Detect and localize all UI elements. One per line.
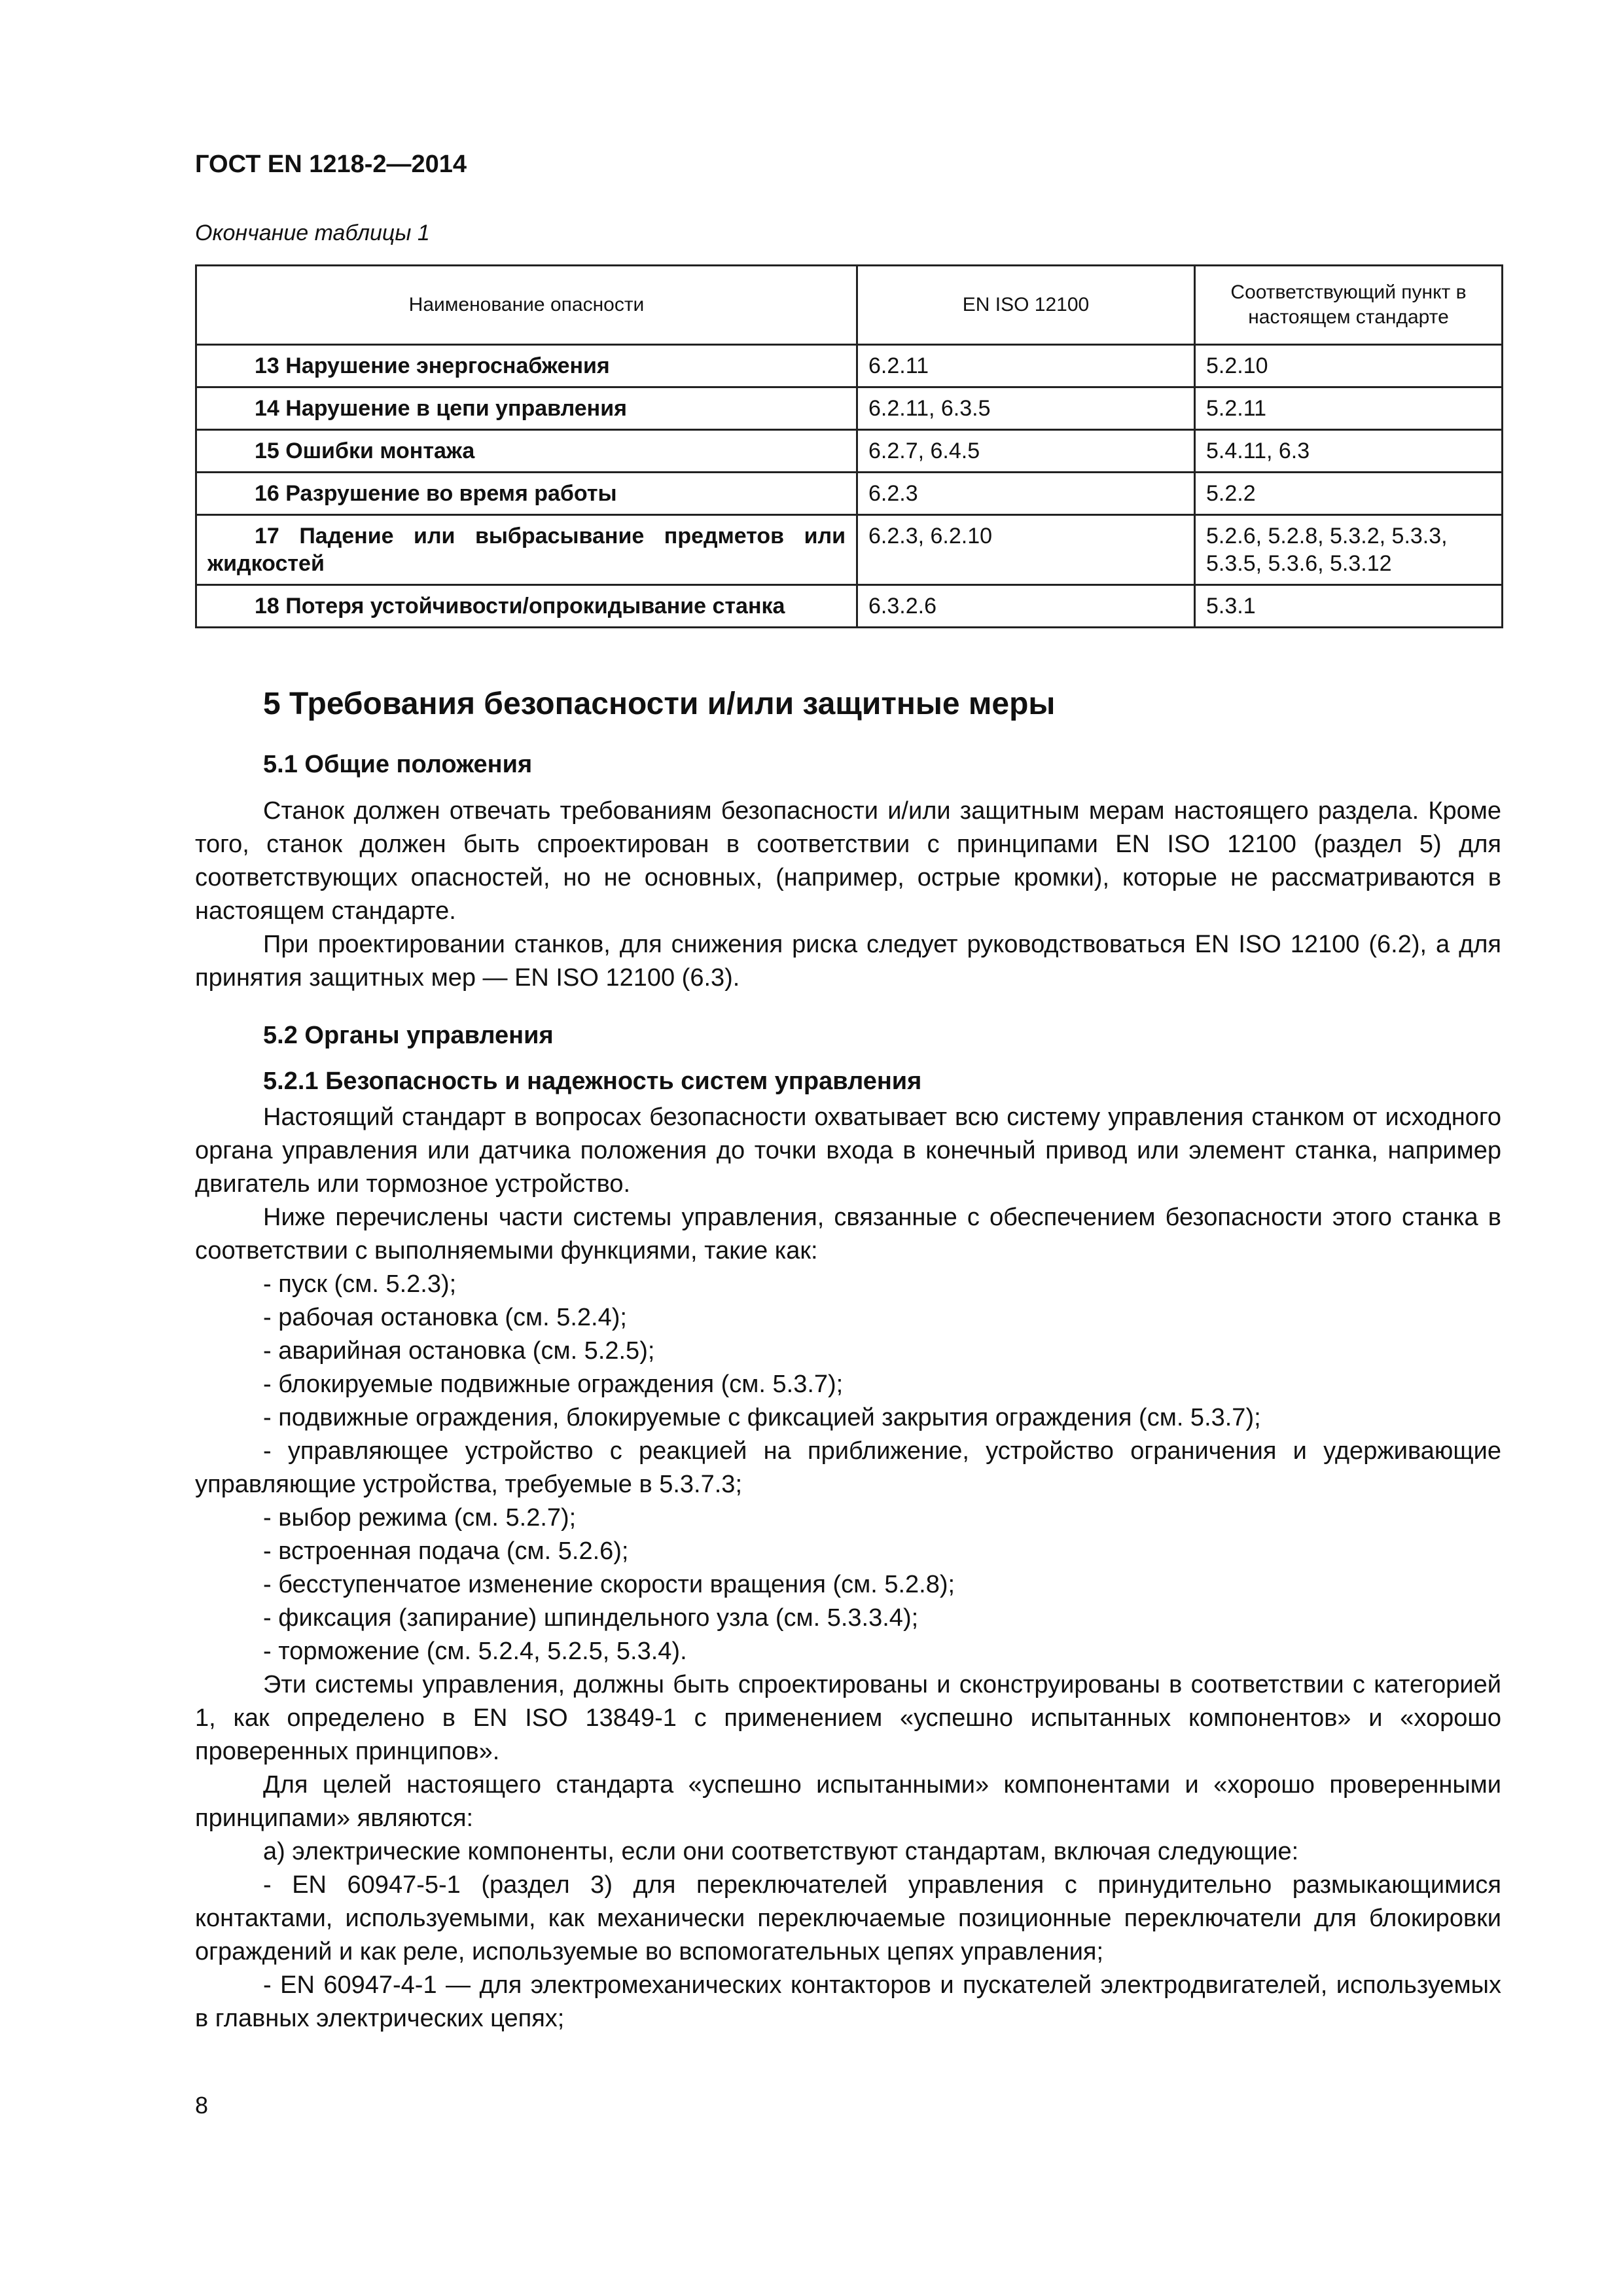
table-row — [196, 515, 1503, 585]
list-item: - подвижные ограждения, блокируемые с фиксацией закрытия ограждения (см. 5.3.7); — [263, 1404, 1261, 1431]
paragraph: - EN 60947-4-1 — для электромеханических контакторов и пускателей электродвигателей, используемых в главных электрических цепях; — [195, 1971, 1501, 2032]
paragraph: Эти системы управления, должны быть спроектированы и сконструированы в соответствии с категорией 1, как определено в EN ISO 13849-1 с применением «успешно испытанных компонентов» и «хорошо проверенных принципов». — [195, 1671, 1501, 1765]
document-page — [195, 149, 1501, 2036]
table-row — [196, 345, 1503, 387]
clause-reference: 5.2.6, 5.2.8, 5.3.2, 5.3.3, 5.3.5, 5.3.6, 5.3.12 — [1195, 515, 1503, 585]
table-row — [196, 585, 1503, 628]
paragraph: Настоящий стандарт в вопросах безопасности охватывает всю систему управления станком от исходного органа управления или датчика положения до точки входа в конечный привод или элемент станка, например двигатель или тормозное устройство. — [195, 1103, 1501, 1198]
section-5-1-title: 5.1 Общие положения — [263, 751, 533, 778]
list-item: - рабочая остановка (см. 5.2.4); — [263, 1304, 627, 1331]
table-row — [196, 430, 1503, 473]
hazard-name: 16 Разрушение во время работы — [196, 473, 857, 515]
clause-reference: 5.4.11, 6.3 — [1195, 430, 1503, 473]
paragraph: - EN 60947-5-1 (раздел 3) для переключателей управления с принудительно размыкающимися контактами, используемыми, как механически переключаемые позиционные переключатели для блокировки ограждений и как реле, используемые во вспомогательных цепях управления; — [195, 1871, 1501, 1965]
list-item: - встроенная подача (см. 5.2.6); — [263, 1537, 629, 1565]
hazard-name: 14 Нарушение в цепи управления — [196, 387, 857, 430]
hazard-name: 18 Потеря устойчивости/опрокидывание станка — [196, 585, 857, 628]
iso-reference: 6.2.3 — [857, 473, 1195, 515]
hazard-name: 15 Ошибки монтажа — [196, 430, 857, 473]
table-row — [196, 473, 1503, 515]
iso-reference: 6.3.2.6 — [857, 585, 1195, 628]
table-caption: Окончание таблицы 1 — [195, 221, 430, 245]
paragraph: Станок должен отвечать требованиям безопасности и/или защитным мерам настоящего раздела. Кроме того, станок должен быть спроектирован в соответствии с принципами EN ISO 12100 (раздел 5) для соответствующих опасностей, но не основных, (например, острые кромки), которые не рассматриваются в настоящем стандарте. — [195, 797, 1501, 925]
section-5-2-title: 5.2 Органы управления — [263, 1022, 554, 1049]
list-item: - блокируемые подвижные ограждения (см. 5.3.7); — [263, 1371, 844, 1398]
column-header-hazard: Наименование опасности — [196, 266, 857, 345]
iso-reference: 6.2.3, 6.2.10 — [857, 515, 1195, 585]
paragraph: а) электрические компоненты, если они соответствуют стандартам, включая следующие: — [263, 1838, 1299, 1865]
paragraph: При проектировании станков, для снижения риска следует руководствоваться EN ISO 12100 (6.2), а для принятия защитных мер — EN ISO 12100 (6.3). — [195, 931, 1501, 992]
clause-reference: 5.2.11 — [1195, 387, 1503, 430]
table-row — [196, 387, 1503, 430]
page-number: 8 — [195, 2092, 209, 2119]
iso-reference: 6.2.11 — [857, 345, 1195, 387]
hazard-name: 17 Падение или выбрасывание предметов или жидкостей — [196, 515, 857, 585]
list-item: - бесступенчатое изменение скорости вращения (см. 5.2.8); — [263, 1571, 955, 1598]
list-item: - пуск (см. 5.2.3); — [263, 1270, 457, 1298]
clause-reference: 5.3.1 — [1195, 585, 1503, 628]
section-5-2-1-body — [195, 1101, 1501, 2036]
list-item: - выбор режима (см. 5.2.7); — [263, 1504, 577, 1532]
column-header-clause: Соответствующий пункт в настоящем стандарте — [1195, 266, 1503, 345]
paragraph: Ниже перечислены части системы управления, связанные с обеспечением безопасности этого станка в соответствии с выполняемыми функциями, такие как: — [195, 1204, 1501, 1265]
clause-reference: 5.2.2 — [1195, 473, 1503, 515]
section-5-title: 5 Требования безопасности и/или защитные меры — [263, 687, 1056, 721]
section-5-2-1-title: 5.2.1 Безопасность и надежность систем управления — [263, 1067, 922, 1095]
column-header-iso: EN ISO 12100 — [857, 266, 1195, 345]
hazard-name: 13 Нарушение энергоснабжения — [196, 345, 857, 387]
list-item: - фиксация (запирание) шпиндельного узла (см. 5.3.3.4); — [263, 1604, 919, 1632]
iso-reference: 6.2.7, 6.4.5 — [857, 430, 1195, 473]
list-item: - аварийная остановка (см. 5.2.5); — [263, 1337, 655, 1365]
clause-reference: 5.2.10 — [1195, 345, 1503, 387]
table-header-row — [196, 266, 1503, 345]
section-5-1-body — [195, 795, 1501, 995]
iso-reference: 6.2.11, 6.3.5 — [857, 387, 1195, 430]
hazards-table — [195, 264, 1503, 628]
list-item: - торможение (см. 5.2.4, 5.2.5, 5.3.4). — [263, 1638, 687, 1665]
list-item: - управляющее устройство с реакцией на приближение, устройство ограничения и удерживающие управляющие устройства, требуемые в 5.3.7.3; — [195, 1437, 1501, 1498]
document-id: ГОСТ EN 1218-2—2014 — [195, 151, 467, 178]
paragraph: Для целей настоящего стандарта «успешно испытанными» компонентами и «хорошо проверенными принципами» являются: — [195, 1771, 1501, 1832]
